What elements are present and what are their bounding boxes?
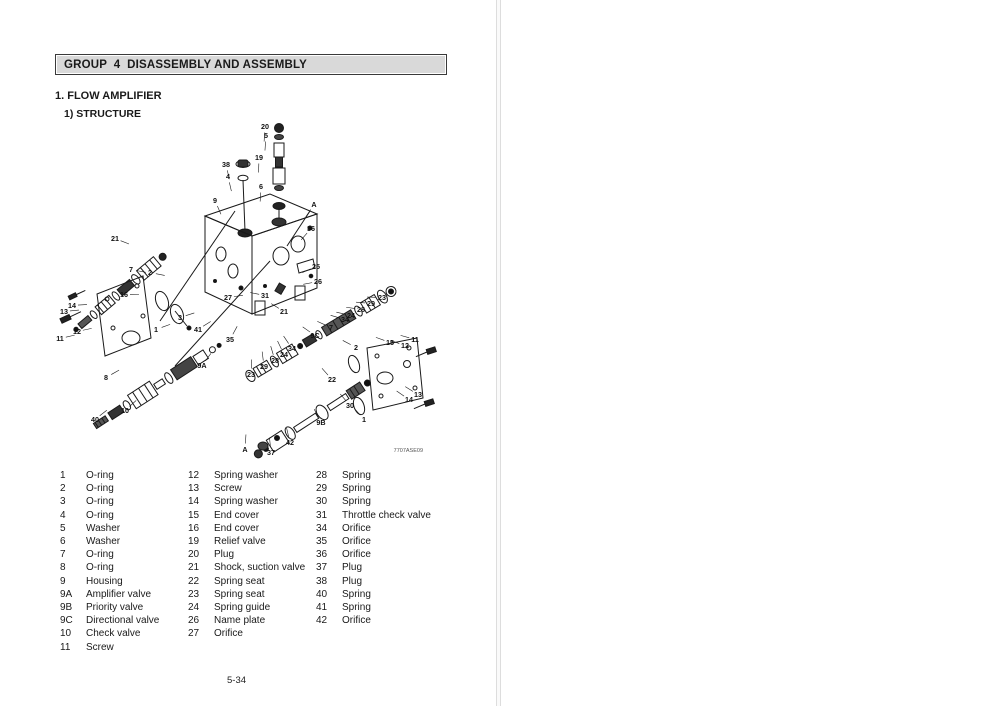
part-row xyxy=(60,627,188,640)
part-name: Orifice xyxy=(342,536,371,548)
part-number: 15 xyxy=(188,509,200,521)
part-name: End cover xyxy=(214,522,260,534)
diagram-callout: 11 xyxy=(411,335,419,344)
part-row xyxy=(188,575,316,588)
diagram-callout: A xyxy=(311,200,317,209)
diagram-callout: 1 xyxy=(154,325,158,334)
part-number: 21 xyxy=(188,562,200,574)
part-row xyxy=(188,509,316,522)
part-name: Screw xyxy=(86,641,114,653)
callout-leader-line xyxy=(100,410,107,416)
part-row xyxy=(188,548,316,561)
diagram-callout: 9 xyxy=(213,196,217,205)
diagram-callout: 23 xyxy=(378,293,386,302)
callout-leader-line xyxy=(278,341,282,349)
diagram-callout: 24 xyxy=(280,350,288,359)
callout-leader-line xyxy=(229,182,231,191)
part-number: 41 xyxy=(316,602,328,614)
part-name: Spring guide xyxy=(214,602,271,614)
diagram-callout: 9A xyxy=(197,361,207,370)
part-number: 34 xyxy=(316,522,328,534)
callout-leader-line xyxy=(317,321,325,325)
diagram-callout: 3 xyxy=(178,313,182,322)
part-number: 30 xyxy=(316,496,328,508)
part-row xyxy=(60,588,188,601)
callout-leader-line xyxy=(260,192,261,201)
diagram-callout: 19 xyxy=(255,153,263,162)
part-row xyxy=(60,575,188,588)
diagram-figure-code: 7707ASE09 xyxy=(393,448,423,454)
part-name: Orifice xyxy=(214,628,243,640)
part-row xyxy=(188,495,316,508)
exploded-view-diagram xyxy=(55,116,465,464)
part-row xyxy=(316,548,466,561)
callout-leader-line xyxy=(233,326,237,334)
part-row xyxy=(316,601,466,614)
diagram-callout: 21 xyxy=(280,307,288,316)
callout-leader-line xyxy=(336,312,345,314)
part-name: Spring washer xyxy=(214,470,278,481)
part-number: 35 xyxy=(316,536,328,548)
callout-leader-line xyxy=(302,269,310,273)
callout-leader-line xyxy=(271,346,274,355)
part-number: 16 xyxy=(188,522,200,534)
diagram-callout: 42 xyxy=(286,438,294,447)
callout-leader-line xyxy=(301,233,307,240)
parts-list xyxy=(60,469,480,654)
part-name: Throttle check valve xyxy=(342,509,431,521)
diagram-callout: 34 xyxy=(288,344,296,353)
part-row xyxy=(316,469,466,482)
callout-leader-line xyxy=(156,274,165,276)
part-row xyxy=(188,601,316,614)
diagram-callout: 28 xyxy=(271,356,279,365)
part-number: 10 xyxy=(60,628,72,640)
part-number: 5 xyxy=(60,522,66,534)
part-row xyxy=(316,535,466,548)
part-row xyxy=(316,509,466,522)
manual-page-left xyxy=(0,0,496,706)
part-number: 28 xyxy=(316,470,328,481)
callout-leader-line xyxy=(376,337,384,340)
diagram-callout: 14 xyxy=(68,301,76,310)
part-name: Washer xyxy=(86,522,121,534)
diagram-callout: 16 xyxy=(120,290,128,299)
part-name: Orifice xyxy=(342,549,371,561)
part-row xyxy=(188,469,316,482)
diagram-callout: 15 xyxy=(386,338,394,347)
part-number: 12 xyxy=(188,470,200,481)
part-number: 20 xyxy=(188,549,200,561)
diagram-callout: 21 xyxy=(111,234,119,243)
diagram-callout: 13 xyxy=(414,390,422,399)
part-row xyxy=(316,575,466,588)
part-row xyxy=(188,588,316,601)
callout-leader-line xyxy=(265,141,266,150)
diagram-callout: 9B xyxy=(316,418,326,427)
part-row xyxy=(60,535,188,548)
part-name: Orifice xyxy=(342,615,371,627)
part-number: 27 xyxy=(188,628,200,640)
part-row xyxy=(60,482,188,495)
diagram-callout: 34 xyxy=(341,315,349,324)
part-name: Housing xyxy=(86,575,123,587)
diagram-callout: 10 xyxy=(121,406,129,415)
part-row xyxy=(188,482,316,495)
part-name: Amplifier valve xyxy=(86,588,152,600)
diagram-callout: 30 xyxy=(346,401,354,410)
part-row xyxy=(316,561,466,574)
part-name: Spring xyxy=(342,483,371,495)
part-number: 23 xyxy=(188,588,200,600)
part-name: Spring xyxy=(342,588,371,600)
part-name: Plug xyxy=(342,562,363,574)
diagram-callout: 12 xyxy=(73,327,81,336)
diagram-callout: 8 xyxy=(104,373,108,382)
part-name: Orifice xyxy=(342,522,371,534)
part-number: 9 xyxy=(60,575,66,587)
diagram-callout: 11 xyxy=(56,334,64,343)
diagram-callout: 28 xyxy=(357,305,365,314)
part-row xyxy=(60,614,188,627)
part-number: 4 xyxy=(60,509,66,521)
part-number: 3 xyxy=(60,496,66,508)
diagram-callout: 12 xyxy=(401,341,409,350)
diagram-callout: 37 xyxy=(267,448,275,457)
diagram-callout: 13 xyxy=(60,307,68,316)
part-name: O-ring xyxy=(86,562,114,574)
part-name: Spring xyxy=(342,602,371,614)
diagram-callout: 6 xyxy=(259,182,263,191)
part-name: O-ring xyxy=(86,496,114,508)
part-name: Shock, suction valve xyxy=(214,562,306,574)
part-name: O-ring xyxy=(86,470,114,481)
callout-leader-line xyxy=(111,370,119,374)
part-number: 2 xyxy=(60,483,66,495)
group-header xyxy=(55,54,447,75)
part-name: Spring seat xyxy=(214,575,265,587)
callout-leader-line xyxy=(401,335,410,337)
callout-leader-line xyxy=(262,352,263,361)
part-number: 9B xyxy=(60,602,73,614)
part-row xyxy=(60,495,188,508)
diagram-callout: 5 xyxy=(264,131,268,140)
parts-column-3 xyxy=(316,469,466,654)
part-row xyxy=(60,469,188,482)
group-header-title: GROUP 4 DISASSEMBLY AND ASSEMBLY xyxy=(64,58,308,71)
part-row xyxy=(316,495,466,508)
callout-leader-line xyxy=(354,408,360,415)
diagram-callout: 41 xyxy=(194,325,202,334)
parts-column-1 xyxy=(60,469,188,654)
part-name: Plug xyxy=(342,575,363,587)
diagram-callout: 9C xyxy=(310,331,320,340)
part-row xyxy=(60,548,188,561)
diagram-callout: 36 xyxy=(307,224,315,233)
part-number: 6 xyxy=(60,536,66,548)
part-number: 13 xyxy=(188,483,200,495)
diagram-callout: 1 xyxy=(362,415,366,424)
part-name: O-ring xyxy=(86,549,114,561)
part-name: Screw xyxy=(214,483,242,495)
callout-leader-line xyxy=(203,321,211,326)
part-number: 36 xyxy=(316,549,328,561)
callout-leader-line xyxy=(346,307,355,308)
callout-leader-line xyxy=(303,283,312,285)
diagram-callout: 2 xyxy=(354,343,358,352)
callout-leader-line xyxy=(303,327,310,332)
part-number: 37 xyxy=(316,562,328,574)
part-name: Spring xyxy=(342,470,371,481)
diagram-callout: 2 xyxy=(148,268,152,277)
part-row xyxy=(188,627,316,640)
callout-leader-line xyxy=(331,315,340,317)
part-number: 19 xyxy=(188,536,200,548)
part-row xyxy=(60,641,188,654)
callout-leader-line xyxy=(217,206,221,214)
part-number: 26 xyxy=(188,615,200,627)
part-name: Spring seat xyxy=(214,588,265,600)
diagram-callout: 27 xyxy=(224,293,232,302)
part-number: 8 xyxy=(60,562,66,574)
callout-leader-line xyxy=(162,324,170,327)
callout-leader-line xyxy=(129,400,136,406)
callout-leader-line xyxy=(284,336,289,343)
structure-subheading: 1) STRUCTURE xyxy=(64,108,142,120)
diagram-callout: 31 xyxy=(261,291,269,300)
diagram-callout: 24 xyxy=(347,311,355,320)
part-row xyxy=(60,509,188,522)
part-row xyxy=(316,588,466,601)
part-number: 38 xyxy=(316,575,328,587)
parts-column-2 xyxy=(188,469,316,654)
diagram-callout: 40 xyxy=(91,415,99,424)
part-number: 40 xyxy=(316,588,328,600)
part-name: Washer xyxy=(86,536,121,548)
manual-page-right xyxy=(501,0,994,706)
diagram-callout: 7 xyxy=(129,265,133,274)
diagram-callout: 23 xyxy=(247,370,255,379)
diagram-callout: 35 xyxy=(226,335,234,344)
diagram-callout: 7 xyxy=(329,323,333,332)
part-row xyxy=(60,561,188,574)
part-name: O-ring xyxy=(86,509,114,521)
part-row xyxy=(60,601,188,614)
callout-leader-line xyxy=(83,328,92,330)
part-name: O-ring xyxy=(86,483,114,495)
part-name: Name plate xyxy=(214,615,266,627)
part-number: 1 xyxy=(60,470,66,481)
part-row xyxy=(188,535,316,548)
diagram-callout: 14 xyxy=(405,395,413,404)
callout-leader-line xyxy=(245,435,246,444)
page-number-left: 5-34 xyxy=(227,675,247,686)
part-row xyxy=(188,614,316,627)
part-name: Priority valve xyxy=(86,602,144,614)
diagram-callout: 4 xyxy=(226,172,230,181)
callout-leader-line xyxy=(397,391,404,396)
callout-leader-line xyxy=(405,387,413,392)
part-name: Plug xyxy=(214,549,235,561)
callout-leader-line xyxy=(70,310,79,311)
part-number: 9A xyxy=(60,588,73,600)
part-number: 11 xyxy=(60,641,71,653)
part-number: 24 xyxy=(188,602,200,614)
diagram-callout: 26 xyxy=(314,277,322,286)
part-name: Directional valve xyxy=(86,615,160,627)
callout-leader-line xyxy=(78,305,87,306)
part-name: End cover xyxy=(214,509,260,521)
part-name: Check valve xyxy=(86,628,141,640)
part-row xyxy=(188,561,316,574)
callout-leader-line xyxy=(343,340,351,344)
callout-leader-line xyxy=(121,241,129,244)
callout-leader-line xyxy=(356,302,365,303)
diagram-callout: A xyxy=(242,445,248,454)
part-row xyxy=(188,522,316,535)
diagram-callout: 29 xyxy=(367,299,375,308)
part-name: Relief valve xyxy=(214,536,266,548)
section-heading: 1. FLOW AMPLIFIER xyxy=(55,90,162,102)
part-row xyxy=(316,482,466,495)
part-number: 42 xyxy=(316,615,328,627)
part-number: 14 xyxy=(188,496,200,508)
diagram-callout: 29 xyxy=(260,362,268,371)
part-row xyxy=(60,522,188,535)
part-number: 7 xyxy=(60,549,66,561)
diagram-callout: 22 xyxy=(328,375,336,384)
part-number: 9C xyxy=(60,615,73,627)
part-number: 29 xyxy=(316,483,328,495)
diagram-callout: 20 xyxy=(261,122,269,131)
part-number: 22 xyxy=(188,575,200,587)
part-name: Spring washer xyxy=(214,496,278,508)
part-number: 31 xyxy=(316,509,328,521)
diagram-callout: 25 xyxy=(312,262,320,271)
part-row xyxy=(316,522,466,535)
diagram-callout: 38 xyxy=(222,160,230,169)
part-name: Spring xyxy=(342,496,371,508)
callout-leader-line xyxy=(186,313,195,316)
part-row xyxy=(316,614,466,627)
